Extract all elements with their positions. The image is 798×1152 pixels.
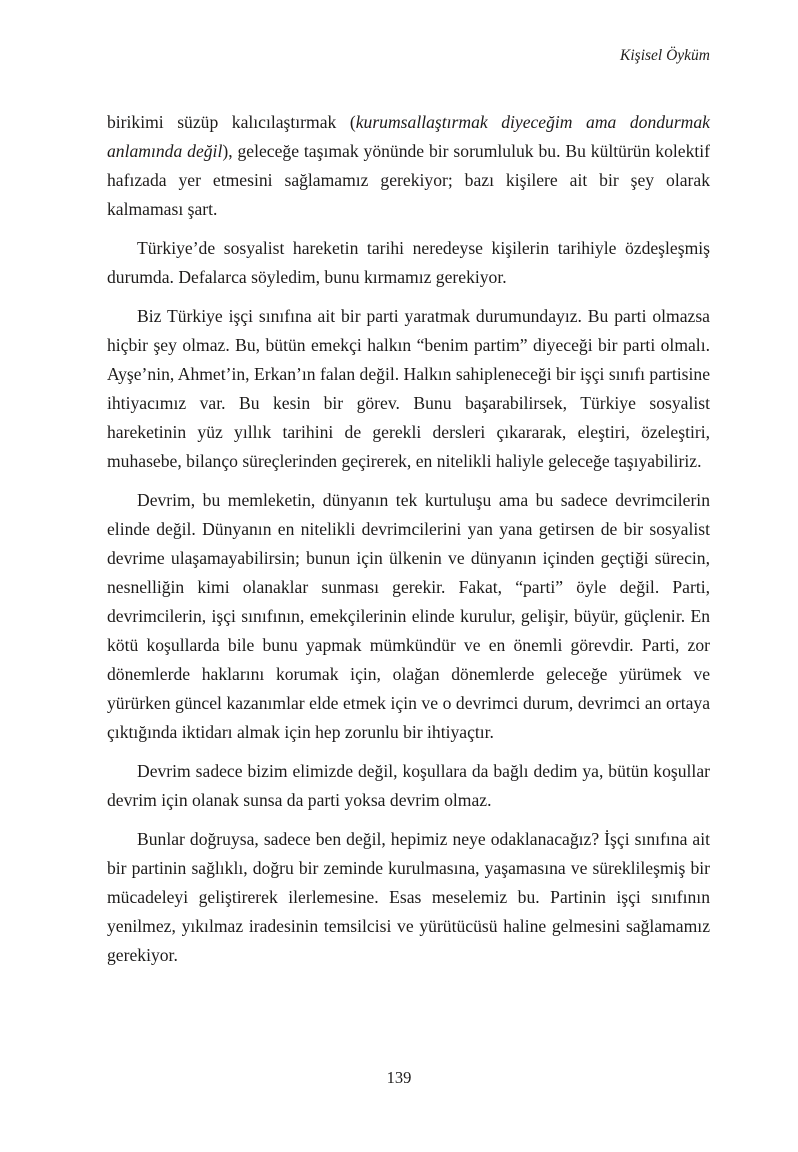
paragraph: Devrim sadece bizim elimizde değil, koşullara da bağlı dedim ya, bütün koşullar devrim için olanak sunsa da parti yoksa devrim olmaz.: [107, 761, 710, 810]
page-body: [107, 108, 710, 970]
text-run: birikimi süzüp kalıcılaştırmak (: [107, 112, 356, 132]
paragraph: Türkiye’de sosyalist hareketin tarihi neredeyse kişilerin tarihiyle özdeşleşmiş durumda. Defalarca söyledim, bunu kırmamız gerekiyor.: [107, 238, 710, 287]
text-run: ), geleceğe taşımak yönünde bir sorumluluk bu. Bu kültürün kolektif hafızada yer etmesini sağlamamız gerekiyor; bazı kişilere ait bir şey olarak kalmaması şart.: [107, 141, 711, 219]
paragraph: Biz Türkiye işçi sınıfına ait bir parti yaratmak durumundayız. Bu parti olmazsa hiçbir şey olmaz. Bu, bütün emekçi halkın “benim partim” diyeceği bir parti olmalı. Ayşe’nin, Ahmet’in, Erkan’ın falan değil. Halkın sahipleneceği bir işçi sınıfı partisine ihtiyacımız var. Bu kesin bir görev. Bunu başarabilirsek, Türkiye sosyalist hareketinin yüz yıllık tarihini de gerekli dersleri çıkararak, eleştiri, özeleştiri, muhasebe, bilanço süreçlerinden geçirerek, en nitelikli haliyle geleceğe taşıyabiliriz.: [107, 306, 710, 471]
page-footer: [0, 1068, 798, 1088]
running-header-title: Kişisel Öyküm: [620, 47, 710, 64]
text-run-italic: kurumsallaştırmak diyeceğim ama dondurmak anlamında değil: [107, 112, 710, 161]
running-header: [107, 46, 710, 66]
paragraph: Devrim, bu memleketin, dünyanın tek kurtuluşu ama bu sadece devrimcilerin elinde değil. Dünyanın en nitelikli devrimcilerini yan yana getirsen de bir sosyalist devrime ulaşamayabilirsin; bunun için ülkenin ve dünyanın içinden geçtiği sürecin, nesnelliğin kimi olanaklar sunması gerekir. Fakat, “parti” öyle değil. Parti, devrimcilerin, işçi sınıfının, emekçilerinin elinde kurulur, gelişir, büyür, güçlenir. En kötü koşullarda bile bunu yapmak mümkündür ve en önemli görevdir. Parti, zor dönemlerde haklarını korumak için, olağan dönemlerde geleceğe yürümek ve yürürken güncel kazanımlar elde etmek için ve o devrimci durum, devrimci an ortaya çıktığında iktidarı almak için hep zorunlu bir ihtiyaçtır.: [107, 490, 710, 742]
paragraph: [107, 108, 710, 224]
page-number: 139: [386, 1068, 412, 1087]
paragraph: Bunlar doğruysa, sadece ben değil, hepimiz neye odaklanacağız? İşçi sınıfına ait bir partinin sağlıklı, doğru bir zeminde kurulmasına, yaşamasına ve süreklileşmiş bir mücadeleyi geliştirerek ilerlemesine. Esas meselemiz bu. Partinin işçi sınıfının yenilmez, yıkılmaz iradesinin temsilcisi ve yürütücüsü haline gelmesini sağlamamız gerekiyor.: [107, 829, 710, 965]
